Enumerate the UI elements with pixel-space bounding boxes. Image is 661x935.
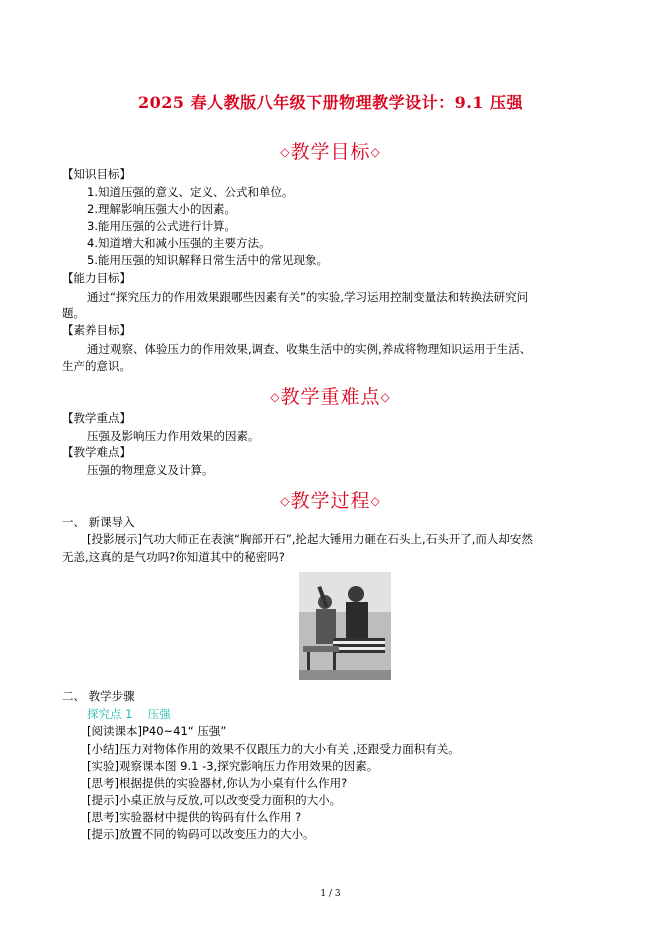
- diamond-icon: ◇: [370, 145, 381, 159]
- section-heading-objectives: [0, 137, 661, 164]
- list-item: 3.能用压强的公式进行计算。: [87, 219, 236, 233]
- list-item: 2.理解影响压强大小的因素。: [87, 202, 236, 216]
- paragraph-line: 无恙,这真的是气功吗?你知道其中的秘密吗?: [62, 550, 285, 564]
- section-title: 教学过程: [290, 490, 371, 512]
- difficulty-label: 【教学难点】: [62, 445, 131, 459]
- diamond-icon: ◇: [370, 494, 381, 508]
- explore-point-label: 探究点 1 压强: [87, 707, 171, 721]
- list-item: 5.能用压强的知识解释日常生活中的常见现象。: [87, 253, 328, 267]
- diamond-icon: ◇: [280, 494, 291, 508]
- lesson-photo: [299, 572, 391, 680]
- photo-illustration: [299, 572, 391, 680]
- diamond-icon: ◇: [280, 145, 291, 159]
- focus-text: 压强及影响压力作用效果的因素。: [87, 429, 260, 443]
- step-line: [小结]压力对物体作用的效果不仅跟压力的大小有关 ,还跟受力面积有关。: [87, 742, 460, 756]
- section-title: 教学重难点: [280, 386, 381, 408]
- paragraph-line: [投影展示]气功大师正在表演“胸部开石”,抡起大锤用力砸在石头上,石头开了,而人却安然: [87, 532, 533, 546]
- intro-heading: 一、 新课导入: [62, 515, 135, 529]
- step-line: [提示]小桌正放与反放,可以改变受力面积的大小。: [87, 793, 342, 807]
- list-item: 1.知道压强的意义、定义、公式和单位。: [87, 185, 294, 199]
- section-heading-key-points: [0, 382, 661, 409]
- section-title: 教学目标: [290, 141, 371, 163]
- step-line: [思考]根据提供的实验器材,你认为小桌有什么作用?: [87, 776, 348, 790]
- step-line: [实验]观察课本图 9.1 -3,探究影响压力作用效果的因素。: [87, 759, 379, 773]
- paragraph-line: 通过观察、体验压力的作用效果,调查、收集生活中的实例,养成将物理知识运用于生活、: [87, 342, 532, 356]
- difficulty-text: 压强的物理意义及计算。: [87, 463, 214, 477]
- step-line: [提示]放置不同的钩码可以改变压力的大小。: [87, 827, 315, 841]
- document-title: 2025 春人教版八年级下册物理教学设计：9.1 压强: [137, 93, 523, 112]
- literacy-label: 【素养目标】: [62, 323, 131, 337]
- step-line: [阅读课本]P40~41“ 压强”: [87, 724, 227, 738]
- paragraph-line: 题。: [62, 306, 85, 320]
- diamond-icon: ◇: [380, 390, 391, 404]
- paragraph-line: 生产的意识。: [62, 359, 131, 373]
- knowledge-label: 【知识目标】: [62, 167, 131, 181]
- steps-heading: 二、 教学步骤: [62, 689, 135, 703]
- step-line: [思考]实验器材中提供的钩码有什么作用 ?: [87, 810, 302, 824]
- section-heading-process: [0, 486, 661, 513]
- focus-label: 【教学重点】: [62, 411, 131, 425]
- page-number: 1 / 3: [320, 889, 341, 899]
- list-item: 4.知道增大和减小压强的主要方法。: [87, 236, 271, 250]
- paragraph-line: 通过“探究压力的作用效果跟哪些因素有关”的实验,学习运用控制变量法和转换法研究问: [87, 290, 529, 304]
- ability-label: 【能力目标】: [62, 271, 131, 285]
- diamond-icon: ◇: [270, 390, 281, 404]
